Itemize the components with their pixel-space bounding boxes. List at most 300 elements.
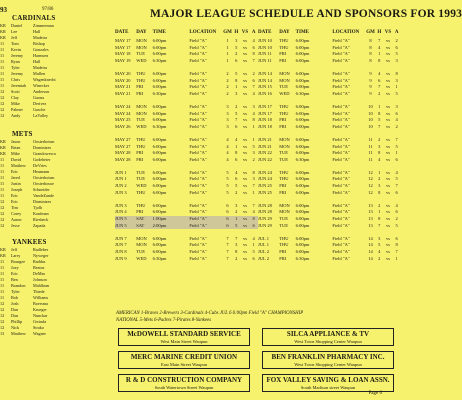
game-location: Field "A" — [332, 44, 350, 50]
roster-last-name: Heumann — [33, 169, 50, 174]
schedule-row — [115, 242, 258, 249]
schedule-row — [258, 242, 401, 249]
away-team — [392, 163, 401, 170]
game-time: 6:00pm — [152, 103, 167, 109]
roster-age: KR — [0, 145, 6, 150]
away-team — [249, 163, 258, 170]
schedule-header-cell: DATE — [115, 30, 129, 35]
roster-first-name: Larry — [11, 253, 21, 258]
game-day — [279, 97, 295, 104]
game-number: 11 — [368, 156, 373, 162]
vs-label — [384, 163, 393, 170]
page-title: MAJOR LEAGUE SCHEDULE AND SPONSORS FOR 1993 — [150, 8, 462, 20]
schedule-header-cell: DAY — [136, 30, 147, 35]
game-number: 1 — [226, 57, 229, 63]
home-team: 7 — [378, 222, 381, 228]
roster-first-name: Bob — [11, 295, 18, 300]
game-time: 6:00pm — [295, 57, 310, 63]
schedule-row — [115, 111, 258, 118]
roster-first-name: Jeremiah — [11, 83, 27, 88]
game-day — [136, 130, 152, 137]
vs-label: vs — [385, 110, 390, 116]
vs-label: vs — [242, 143, 247, 149]
home-team: 5 — [235, 70, 238, 76]
game-number: 8 — [369, 38, 372, 43]
sponsor-name: MERC MARINE CREDIT UNION — [130, 353, 238, 361]
away-team: 8 — [252, 169, 255, 175]
game-number: 13 — [368, 222, 373, 228]
roster-last-name: Derivez — [33, 101, 47, 106]
game-day: THU — [279, 103, 289, 109]
game-date: JUN 14 — [258, 70, 272, 76]
page-code: 97/86 — [42, 7, 54, 12]
away-team: 1 — [395, 150, 398, 156]
game-location: Field "A" — [189, 117, 207, 123]
game-day: FRI — [279, 249, 287, 254]
game-day: THU — [279, 169, 289, 175]
game-location — [332, 163, 366, 170]
game-location: Field "A" — [332, 117, 350, 123]
game-number: 14 — [368, 249, 373, 254]
game-location: Field "A" — [332, 242, 350, 248]
home-team: 8 — [235, 249, 238, 254]
game-location: Field "A" — [189, 249, 207, 254]
roster-first-name: Mike — [11, 101, 20, 106]
roster-first-name: Jason — [11, 139, 21, 144]
roster-last-name: Raddas — [33, 259, 46, 264]
roster-last-name: Beatus — [33, 265, 45, 270]
game-time: 6:00pm — [295, 117, 310, 123]
game-number: 12 — [368, 189, 373, 195]
sponsor-address: West Town Shopping Center Waupun — [294, 339, 362, 344]
roster-last-name: Dominizes — [33, 199, 52, 204]
game-number: 5 — [226, 183, 229, 189]
roster-first-name: Nick — [11, 325, 20, 330]
game-location: Field "A" — [189, 150, 207, 156]
game-time: 6:00pm — [152, 150, 167, 156]
game-day — [136, 163, 152, 170]
vs-label: vs — [242, 169, 247, 175]
schedule-row — [258, 229, 401, 236]
roster-age: 12 — [0, 199, 5, 204]
away-team: 2 — [395, 38, 398, 43]
game-number: 4 — [226, 136, 229, 142]
game-date: JUN 4 — [115, 209, 127, 215]
roster-age: 12 — [0, 307, 5, 312]
schedule-row — [115, 38, 258, 45]
roster-first-name: Brandon — [11, 283, 26, 288]
game-date: MAY 26 — [115, 123, 131, 129]
vs-label: vs — [385, 216, 390, 222]
sponsor-name: FOX VALLEY SAVING & LOAN ASSN. — [266, 376, 390, 384]
schedule-row — [258, 236, 401, 243]
game-number: 13 — [368, 209, 373, 215]
game-date — [115, 97, 136, 104]
roster-age: 11 — [0, 47, 5, 52]
game-date: JUN 22 — [258, 150, 272, 156]
roster-age: 11 — [0, 289, 5, 294]
schedule-row — [258, 157, 401, 164]
game-day: TUE — [279, 156, 288, 162]
game-number: 13 — [368, 202, 373, 208]
vs-label: vs — [385, 51, 390, 57]
game-time: 6:00pm — [295, 202, 310, 208]
schedule-row — [115, 104, 258, 111]
home-team — [232, 130, 241, 137]
roster-last-name: Hall — [33, 29, 41, 34]
game-day: TUE — [136, 249, 145, 254]
roster-age: 12 — [0, 113, 5, 118]
game-number: 6 — [226, 222, 229, 228]
schedule-row — [258, 78, 401, 85]
game-location: Field "A" — [332, 123, 350, 129]
game-date: JUN 25 — [258, 189, 272, 195]
game-number — [366, 196, 375, 203]
roster-first-name: Mike — [11, 151, 20, 156]
game-number: 13 — [368, 216, 373, 222]
vs-label — [384, 229, 393, 236]
schedule-row — [115, 183, 258, 190]
game-time — [153, 130, 190, 137]
away-team: 7 — [252, 183, 255, 189]
away-team: 8 — [395, 70, 398, 76]
schedule-header-cell: LOCATION — [189, 30, 217, 35]
roster-last-name: LaValley — [33, 113, 49, 118]
roster-first-name: Aaron — [11, 217, 22, 222]
game-date: JUN 2 — [115, 183, 127, 189]
game-day: THU — [279, 176, 289, 182]
roster-age: 11 — [0, 53, 5, 58]
game-location: Field "A" — [189, 70, 207, 76]
away-team: 1 — [395, 84, 398, 90]
away-team: 1 — [252, 123, 255, 129]
home-team: 8 — [235, 77, 238, 83]
roster-first-name: Daniel — [11, 23, 23, 28]
game-location — [189, 130, 223, 137]
vs-label: vs — [242, 84, 247, 90]
game-date — [258, 130, 279, 137]
game-time — [296, 196, 333, 203]
home-team — [232, 196, 241, 203]
game-date: MAY 28 — [115, 156, 131, 162]
home-team — [232, 64, 241, 71]
roster-age: 11 — [0, 65, 5, 70]
game-day: THU — [136, 143, 146, 149]
game-day: THU — [279, 44, 289, 50]
home-team: 8 — [378, 216, 381, 222]
roster-last-name: Gonzales — [33, 47, 49, 52]
game-number: 10 — [368, 103, 373, 109]
game-day: TUE — [279, 216, 288, 222]
roster-last-name: Johnson — [33, 277, 47, 282]
game-day: FRI — [136, 84, 144, 90]
game-day: FRI — [279, 189, 287, 195]
game-date: JUN 21 — [258, 143, 272, 149]
game-number: 7 — [226, 242, 229, 248]
schedule-row — [258, 58, 401, 65]
home-team: 5 — [235, 183, 238, 189]
vs-label: vs — [385, 84, 390, 90]
vs-label: vs — [385, 77, 390, 83]
away-team — [392, 196, 401, 203]
game-time — [153, 64, 190, 71]
home-team — [375, 229, 384, 236]
game-date: MAY 17 — [115, 38, 131, 43]
game-time: 6:30pm — [152, 57, 167, 63]
away-team: 7 — [252, 57, 255, 63]
game-day: WED — [136, 57, 147, 63]
home-team — [375, 163, 384, 170]
roster-age: KR — [0, 35, 6, 40]
home-team: 8 — [235, 150, 238, 156]
roster-age: 12 — [0, 325, 5, 330]
game-time: 6:00pm — [295, 176, 310, 182]
away-team: 3 — [252, 150, 255, 156]
game-time: 6:00pm — [295, 38, 310, 43]
home-team: 6 — [235, 176, 238, 182]
home-team — [232, 229, 241, 236]
game-day: MON — [136, 38, 147, 43]
game-date — [258, 229, 279, 236]
game-location — [189, 64, 223, 71]
vs-label: vs — [385, 222, 390, 228]
vs-label — [241, 196, 250, 203]
schedule-row — [115, 236, 258, 243]
roster-first-name: Tyler — [11, 289, 20, 294]
game-location — [332, 64, 366, 71]
home-team: 6 — [235, 123, 238, 129]
home-team — [375, 64, 384, 71]
home-team: 5 — [378, 242, 381, 248]
game-day: THU — [136, 189, 146, 195]
game-date: JUN 10 — [258, 38, 272, 43]
sponsor-address: South Watertown Street Waupun — [154, 385, 214, 390]
game-day — [136, 196, 152, 203]
roster-age: 12 — [0, 205, 5, 210]
roster-age: 11 — [0, 187, 5, 192]
schedule-row — [258, 170, 401, 177]
roster-last-name: Mullen — [33, 71, 46, 76]
game-number: 14 — [368, 235, 373, 241]
vs-label: vs — [242, 51, 247, 57]
game-number: 2 — [226, 84, 229, 90]
page-footer: Page 6 — [368, 391, 382, 396]
game-location: Field "A" — [189, 242, 207, 248]
game-date — [115, 163, 136, 170]
home-team: 2 — [378, 90, 381, 96]
game-location: Field "A" — [189, 255, 207, 261]
roster-row — [0, 331, 112, 337]
game-number: 9 — [369, 84, 372, 90]
game-date: JUN 8 — [115, 249, 127, 254]
vs-label: vs — [242, 77, 247, 83]
roster-age: 11 — [0, 77, 5, 82]
game-time: 6:00pm — [295, 70, 310, 76]
vs-label — [384, 130, 393, 137]
schedule-header-left — [115, 30, 258, 37]
game-time — [296, 64, 333, 71]
game-day: TUE — [279, 150, 288, 156]
game-day: TUE — [279, 84, 288, 90]
game-time: 6:30pm — [295, 255, 310, 261]
schedule-row — [115, 84, 258, 91]
vs-label: vs — [385, 189, 390, 195]
roster-last-name: Harmsen — [33, 53, 49, 58]
game-number — [223, 64, 232, 71]
game-number: 1 — [226, 51, 229, 57]
game-time: 6:30pm — [152, 90, 167, 96]
game-time: 6:30pm — [295, 90, 310, 96]
schedule-row — [258, 104, 401, 111]
schedule-header-cell: VS — [241, 30, 249, 35]
game-time: 6:00pm — [295, 222, 310, 228]
team-title: YANKEES — [12, 238, 47, 246]
away-team: 4 — [252, 90, 255, 96]
roster-first-name: Kevin — [11, 47, 22, 52]
home-team: 1 — [378, 103, 381, 109]
home-team: 4 — [235, 136, 238, 142]
vs-label — [384, 64, 393, 71]
game-day: MON — [136, 242, 147, 248]
game-time: 6:00pm — [295, 77, 310, 83]
schedule-header-cell: H — [234, 30, 239, 35]
home-team: 2 — [378, 255, 381, 261]
sponsor-box — [118, 351, 250, 369]
vs-label: vs — [242, 216, 247, 222]
roster-age: 11 — [0, 283, 5, 288]
vs-label — [384, 196, 393, 203]
schedule-header-cell: DAY — [279, 30, 290, 35]
game-time: 6:00pm — [295, 183, 310, 189]
schedule-row — [115, 203, 258, 210]
vs-label: vs — [242, 57, 247, 63]
roster-last-name: Zimmerman — [33, 23, 54, 28]
game-date: JUN 24 — [258, 169, 272, 175]
game-time: 6:00pm — [152, 169, 167, 175]
roster-first-name: Dan — [11, 313, 18, 318]
roster-last-name: Thiede — [33, 289, 45, 294]
schedule-header-cell: A — [251, 30, 256, 35]
roster-last-name: Radleber — [33, 247, 49, 252]
game-day: TUE — [136, 51, 145, 57]
game-location: Field "A" — [332, 90, 350, 96]
schedule-row — [258, 183, 401, 190]
roster-first-name: Jesse — [11, 223, 20, 228]
schedule-row — [115, 170, 258, 177]
roster-age: 11 — [0, 59, 5, 64]
game-time: 6:00pm — [295, 216, 310, 222]
game-date: JUN 28 — [258, 202, 272, 208]
vs-label: vs — [385, 44, 390, 50]
schedule-row — [258, 150, 401, 157]
vs-label: vs — [385, 176, 390, 182]
roster-age: 13 — [0, 331, 5, 336]
roster-age: KR — [0, 151, 6, 156]
game-number — [223, 97, 232, 104]
home-team: 6 — [235, 156, 238, 162]
schedule-row — [115, 45, 258, 52]
home-team: 7 — [378, 38, 381, 43]
away-team: 4 — [252, 209, 255, 215]
sponsor-address: West Main Street Waupun — [160, 339, 208, 344]
roster-first-name: Tim — [11, 205, 18, 210]
schedule-header-cell: LOCATION — [332, 30, 360, 35]
away-team — [249, 229, 258, 236]
game-day: FRI — [136, 90, 144, 96]
vs-label — [241, 64, 250, 71]
away-team: 8 — [252, 216, 255, 222]
game-day: FRI — [279, 183, 287, 189]
schedule-row — [258, 196, 401, 203]
schedule-row — [115, 64, 258, 71]
schedule-row — [258, 45, 401, 52]
schedule-row — [258, 203, 401, 210]
home-team: 8 — [378, 110, 381, 116]
game-day: WED — [136, 255, 147, 261]
game-date: JUL 2 — [258, 255, 269, 261]
game-date: JUN 7 — [115, 235, 127, 241]
game-time: 6:00pm — [295, 143, 310, 149]
roster-age: 11 — [0, 175, 5, 180]
schedule-header-cell: DATE — [258, 30, 272, 35]
home-team: 7 — [378, 84, 381, 90]
home-team: 2 — [235, 189, 238, 195]
game-time: 6:00pm — [152, 183, 167, 189]
roster-last-name: Bishop — [33, 41, 45, 46]
game-location: Field "A" — [332, 202, 350, 208]
roster-last-name: Gwinda — [33, 319, 47, 324]
game-date: JUN 16 — [258, 90, 272, 96]
home-team: 3 — [378, 143, 381, 149]
vs-label: vs — [242, 189, 247, 195]
roster-last-name: Oosterhouse — [33, 181, 54, 186]
game-time — [296, 130, 333, 137]
game-number: 14 — [368, 255, 373, 261]
away-team: 1 — [395, 255, 398, 261]
game-day — [136, 229, 152, 236]
sponsor-name: SILCA APPLIANCE & TV — [286, 330, 370, 338]
game-date: JUN 1 — [115, 176, 127, 182]
schedule-row — [258, 97, 401, 104]
game-time — [153, 163, 190, 170]
away-team: 5 — [395, 51, 398, 57]
roster-age: 12 — [0, 89, 5, 94]
sponsor-address: South Madison street Waupun — [300, 385, 356, 390]
away-team: 6 — [395, 189, 398, 195]
game-location: Field "A" — [332, 222, 350, 228]
roster-age: 11 — [0, 259, 5, 264]
schedule-row — [115, 190, 258, 197]
home-team: 5 — [235, 44, 238, 50]
game-day: FRI — [279, 123, 287, 129]
game-date: JUN 3 — [115, 189, 127, 195]
game-location: Field "A" — [189, 189, 207, 195]
sponsor-box — [262, 328, 394, 346]
schedule-row — [258, 137, 401, 144]
schedule-row — [258, 64, 401, 71]
roster-first-name: Joey — [11, 265, 19, 270]
game-number: 3 — [226, 110, 229, 116]
away-team: 2 — [395, 123, 398, 129]
game-number: 1 — [226, 44, 229, 50]
schedule-row — [258, 256, 401, 263]
roster-last-name: Madeira — [33, 65, 47, 70]
away-team: 1 — [252, 189, 255, 195]
game-location: Field "A" — [189, 156, 207, 162]
schedule-row — [258, 144, 401, 151]
roster-last-name: Zapada — [33, 223, 46, 228]
game-time: 6:00pm — [152, 235, 167, 241]
